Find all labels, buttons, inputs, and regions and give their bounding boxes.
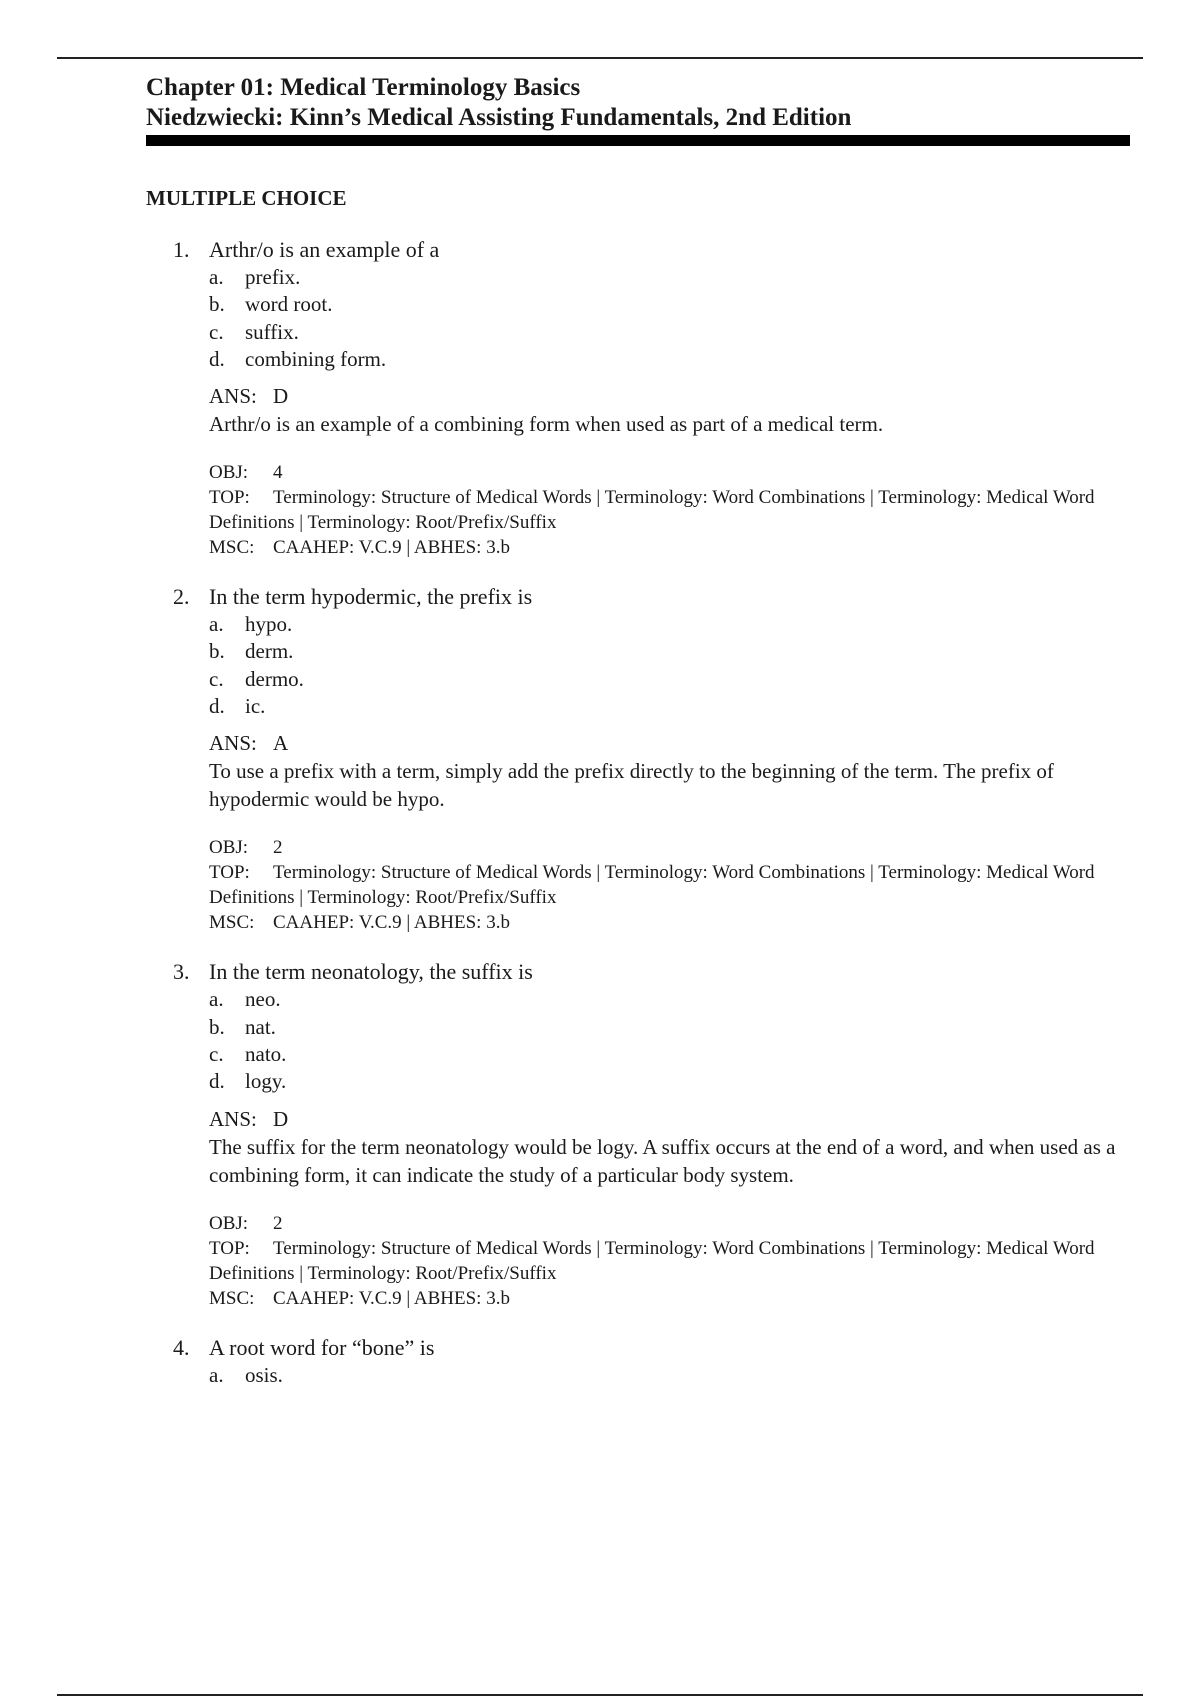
question-stem-row <box>146 958 1136 986</box>
question-body <box>209 1362 1136 1389</box>
header-bar <box>146 135 1130 146</box>
option-text: ic. <box>245 694 266 719</box>
topic-value: Terminology: Structure of Medical Words | Terminology: Word Combinations | Terminology: Medical Word Definitions | Terminology: Root/Prefix/Suffix <box>209 1237 1095 1284</box>
option-letter: b. <box>209 639 225 664</box>
question-stem-row <box>146 583 1136 611</box>
misc-value: CAAHEP: V.C.9 | ABHES: 3.b <box>273 1287 510 1309</box>
chapter-title: Chapter 01: Medical Terminology Basics <box>146 74 581 101</box>
objective-line <box>209 835 1136 860</box>
option-text: nato. <box>245 1041 287 1066</box>
option-item <box>209 264 1136 291</box>
bottom-rule <box>57 1694 1143 1696</box>
option-text: osis. <box>245 1362 283 1387</box>
option-letter: a. <box>209 265 224 289</box>
topic-value: Terminology: Structure of Medical Words | Terminology: Word Combinations | Terminology: Medical Word Definitions | Terminology: Root/Prefix/Suffix <box>209 862 1095 909</box>
question-item <box>146 1334 1136 1389</box>
option-letter: b. <box>209 1014 225 1039</box>
book-title: Niedzwiecki: Kinn’s Medical Assisting Fundamentals, 2nd Edition <box>146 104 852 131</box>
question-stem: A root word for “bone” is <box>209 1334 435 1360</box>
option-list <box>209 611 1136 720</box>
option-letter: a. <box>209 987 224 1012</box>
question-number: 3. <box>173 959 190 985</box>
question-number: 2. <box>173 584 190 610</box>
topic-label: TOP: <box>209 1237 250 1259</box>
question-list <box>146 236 1136 1412</box>
option-item <box>209 1068 1136 1095</box>
objective-label: OBJ: <box>209 837 249 859</box>
option-item <box>209 693 1136 720</box>
answer-line <box>209 729 1136 757</box>
option-item <box>209 346 1136 373</box>
option-text: neo. <box>245 987 281 1012</box>
option-list <box>209 264 1136 373</box>
metadata-block <box>209 1211 1136 1311</box>
question-number: 1. <box>173 237 190 262</box>
option-item <box>209 1362 1136 1389</box>
document-header <box>146 73 1130 146</box>
question-body <box>209 986 1136 1310</box>
misc-value: CAAHEP: V.C.9 | ABHES: 3.b <box>273 537 510 559</box>
question-item <box>146 236 1136 560</box>
option-letter: d. <box>209 1069 225 1094</box>
option-list <box>209 986 1136 1095</box>
option-letter: b. <box>209 292 225 317</box>
question-stem: In the term neonatology, the suffix is <box>209 959 533 985</box>
topic-line <box>209 860 1136 910</box>
topic-label: TOP: <box>209 487 250 509</box>
answer-line <box>209 382 1136 410</box>
misc-label: MSC: <box>209 912 255 934</box>
option-item <box>209 611 1136 638</box>
objective-value: 2 <box>273 837 283 859</box>
question-item <box>146 583 1136 935</box>
objective-value: 4 <box>273 462 283 484</box>
topic-line <box>209 485 1136 535</box>
topic-line <box>209 1236 1136 1286</box>
misc-line <box>209 1286 1136 1311</box>
answer-rationale: The suffix for the term neonatology would be logy. A suffix occurs at the end of a word, and when used as a combining form, it can indicate the study of a particular body system. <box>209 1134 1116 1187</box>
misc-label: MSC: <box>209 1287 255 1309</box>
answer-value: D <box>273 1106 289 1131</box>
option-letter: d. <box>209 346 225 371</box>
question-body <box>209 264 1136 560</box>
option-text: combining form. <box>245 346 387 371</box>
question-stem-row <box>146 236 1136 264</box>
answer-label: ANS: <box>209 384 257 409</box>
option-item <box>209 638 1136 665</box>
answer-value: A <box>273 731 289 756</box>
objective-label: OBJ: <box>209 1212 249 1234</box>
question-body <box>209 611 1136 935</box>
answer-label: ANS: <box>209 731 257 756</box>
question-item <box>146 958 1136 1310</box>
misc-line <box>209 535 1136 560</box>
option-list <box>209 1362 1136 1389</box>
answer-block <box>209 382 1136 438</box>
option-text: derm. <box>245 639 294 664</box>
objective-value: 2 <box>273 1212 283 1234</box>
question-number: 4. <box>173 1334 190 1360</box>
question-stem: Arthr/o is an example of a <box>209 237 440 262</box>
misc-label: MSC: <box>209 537 255 559</box>
option-item <box>209 1041 1136 1068</box>
option-item <box>209 666 1136 693</box>
answer-label: ANS: <box>209 1106 257 1131</box>
answer-value: D <box>273 384 289 409</box>
topic-label: TOP: <box>209 862 250 884</box>
option-text: logy. <box>245 1069 287 1094</box>
metadata-block <box>209 835 1136 935</box>
option-letter: c. <box>209 319 224 344</box>
topic-value: Terminology: Structure of Medical Words | Terminology: Word Combinations | Terminology: Medical Word Definitions | Terminology: Root/Prefix/Suffix <box>209 487 1095 534</box>
option-text: prefix. <box>245 265 301 289</box>
answer-block <box>209 729 1136 813</box>
misc-line <box>209 910 1136 935</box>
option-letter: d. <box>209 694 225 719</box>
option-letter: a. <box>209 612 224 637</box>
option-item <box>209 319 1136 346</box>
misc-value: CAAHEP: V.C.9 | ABHES: 3.b <box>273 912 510 934</box>
answer-rationale: Arthr/o is an example of a combining form when used as part of a medical term. <box>209 412 884 437</box>
option-text: word root. <box>245 292 333 317</box>
option-letter: c. <box>209 1041 224 1066</box>
objective-line <box>209 1211 1136 1236</box>
question-stem: In the term hypodermic, the prefix is <box>209 584 533 610</box>
option-text: hypo. <box>245 612 293 637</box>
answer-line <box>209 1105 1136 1133</box>
objective-label: OBJ: <box>209 462 249 484</box>
option-item <box>209 1014 1136 1041</box>
objective-line <box>209 460 1136 485</box>
section-heading: MULTIPLE CHOICE <box>146 186 347 210</box>
metadata-block <box>209 460 1136 560</box>
option-letter: a. <box>209 1362 224 1387</box>
option-text: suffix. <box>245 319 299 344</box>
question-stem-row <box>146 1334 1136 1362</box>
option-item <box>209 291 1136 318</box>
answer-rationale: To use a prefix with a term, simply add the prefix directly to the beginning of the term. The prefix of hypodermic would be hypo. <box>209 759 1054 812</box>
option-item <box>209 986 1136 1013</box>
option-text: dermo. <box>245 666 304 691</box>
top-rule <box>57 57 1143 59</box>
answer-block <box>209 1105 1136 1189</box>
option-letter: c. <box>209 666 224 691</box>
option-text: nat. <box>245 1014 276 1039</box>
